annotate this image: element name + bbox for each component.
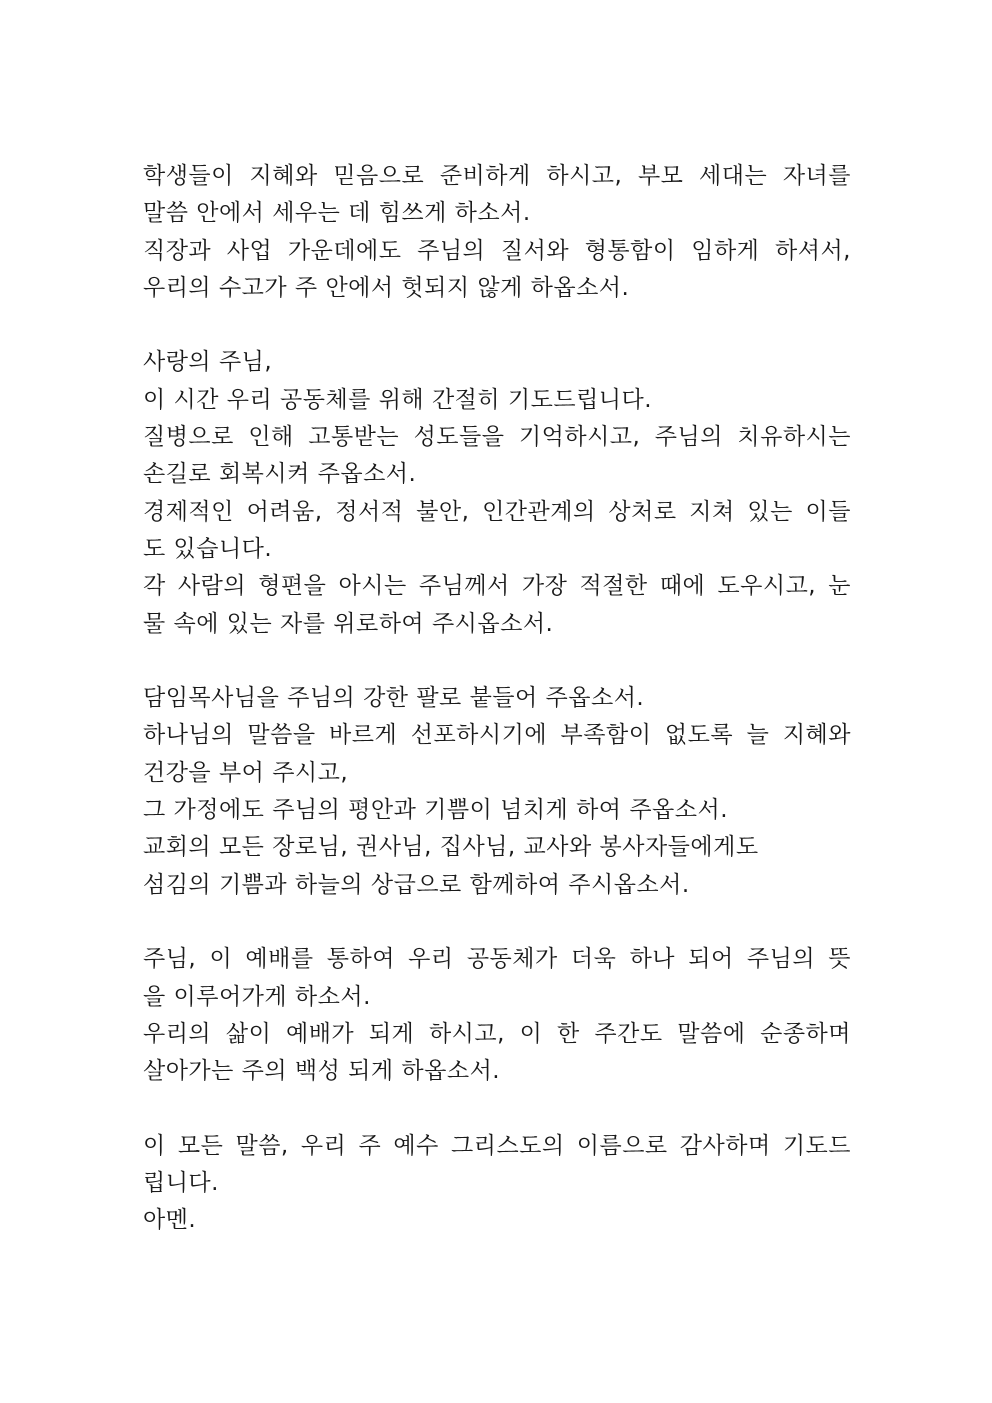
text-line: 우리의 수고가 주 안에서 헛되지 않게 하옵소서. (143, 274, 630, 301)
text-line: 그 가정에도 주님의 평안과 기쁨이 넘치게 하여 주옵소서. (143, 797, 729, 824)
text-line: 교회의 모든 장로님, 권사님, 집사님, 교사와 봉사자들에게도 (143, 834, 759, 861)
text-line: 학생들이 지혜와 믿음으로 준비하게 하시고, 부모 세대는 자녀를 (143, 163, 851, 189)
document-body (143, 158, 851, 1240)
text-line: 주님, 이 예배를 통하여 우리 공동체가 더욱 하나 되어 주님의 뜻 (143, 946, 851, 973)
text-line: 직장과 사업 가운데에도 주님의 질서와 형통함이 임하게 하셔서, (143, 237, 851, 264)
paragraph-gap (143, 904, 851, 941)
text-line: 립니다. (143, 1170, 219, 1197)
text-line: 물 속에 있는 자를 위로하여 주시옵소서. (143, 610, 554, 637)
text-line: 우리의 삶이 예배가 되게 하시고, 이 한 주간도 말씀에 순종하며 (143, 1020, 851, 1047)
paragraph (143, 680, 851, 904)
text-line: 살아가는 주의 백성 되게 하옵소서. (143, 1058, 501, 1085)
text-line: 하나님의 말씀을 바르게 선포하시기에 부족함이 없도록 늘 지혜와 (143, 722, 851, 749)
paragraph-gap (143, 307, 851, 344)
paragraph-gap (143, 1090, 851, 1127)
text-line: 사랑의 주님, (143, 349, 273, 376)
paragraph (143, 941, 851, 1090)
text-line: 질병으로 인해 고통받는 성도들을 기억하시고, 주님의 치유하시는 (143, 424, 851, 451)
text-line: 을 이루어가게 하소서. (143, 983, 371, 1010)
text-line: 담임목사님을 주님의 강한 팔로 붙들어 주옵소서. (143, 685, 645, 712)
text-line: 이 시간 우리 공동체를 위해 간절히 기도드립니다. (143, 386, 653, 413)
text-line: 도 있습니다. (143, 535, 273, 562)
paragraph (143, 344, 851, 642)
text-line: 아멘. (143, 1207, 197, 1234)
paragraph-gap (143, 643, 851, 680)
text-line: 이 모든 말씀, 우리 주 예수 그리스도의 이름으로 감사하며 기도드 (143, 1132, 851, 1159)
paragraph (143, 1128, 851, 1240)
text-line: 말씀 안에서 세우는 데 힘쓰게 하소서. (143, 200, 531, 227)
text-line: 건강을 부어 주시고, (143, 759, 349, 786)
text-line: 각 사람의 형편을 아시는 주님께서 가장 적절한 때에 도우시고, 눈 (143, 573, 851, 600)
text-line: 손길로 회복시켜 주옵소서. (143, 461, 417, 488)
paragraph (143, 158, 851, 307)
text-line: 섬김의 기쁨과 하늘의 상급으로 함께하여 주시옵소서. (143, 871, 690, 898)
text-line: 경제적인 어려움, 정서적 불안, 인간관계의 상처로 지쳐 있는 이들 (143, 498, 851, 525)
